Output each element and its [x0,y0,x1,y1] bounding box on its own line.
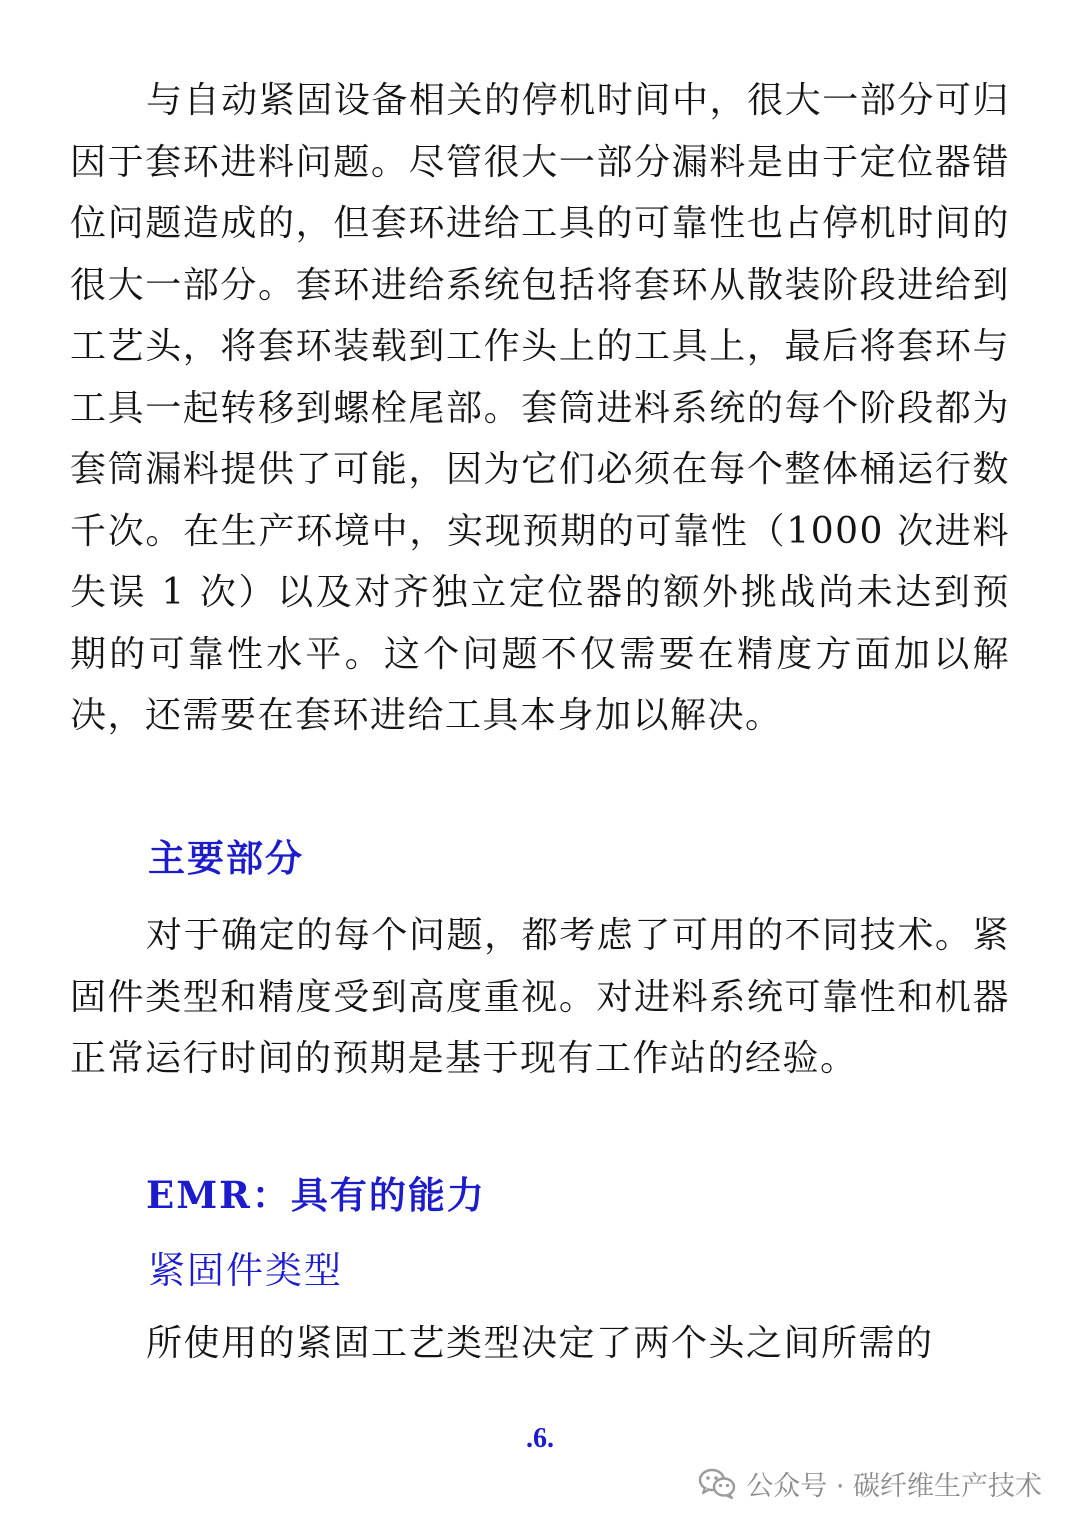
paragraph-technologies-considered: 对于确定的每个问题，都考虑了可用的不同技术。紧固件类型和精度受到高度重视。对进料系统可靠性和机器正常运行时间的预期是基于现有工作站的经验。 [70,915,1010,1079]
paragraph-collar-feed-downtime: 与自动紧固设备相关的停机时间中，很大一部分可归因于套环进料问题。尽管很大一部分漏料是由于定位器错位问题造成的，但套环进给工具的可靠性也占停机时间的很大一部分。套环进给系统包括将套环从散装阶段进给到工艺头，将套环装载到工作头上的工具上，最后将套环与工具一起转移到螺栓尾部。套筒进料系统的每个阶段都为套筒漏料提供了可能，因为它们必须在每个整体桶运行数千次。在生产环境中，实现预期的可靠性（1000 次进料失误 1 次）以及对齐独立定位器的额外挑战尚未达到预期的可靠性水平。这个问题不仅需要在精度方面加以解决，还需要在套环进给工具本身加以解决。 [70,80,1010,736]
wechat-icon [698,1467,736,1499]
page-number: .6. [526,1423,554,1454]
heading-fastener-types: 紧固件类型 [148,1249,343,1292]
heading-emr-capabilities: EMR：具有的能力 [146,1173,486,1217]
document-page [70,70,1010,1364]
paragraph-fastening-process: 所使用的紧固工艺类型决定了两个头之间所需的 [146,1323,934,1364]
watermark-text: 公众号 · 碳纤维生产技术 [746,1470,1042,1502]
watermark [698,1458,1042,1508]
heading-main-parts: 主要部分 [148,836,304,880]
